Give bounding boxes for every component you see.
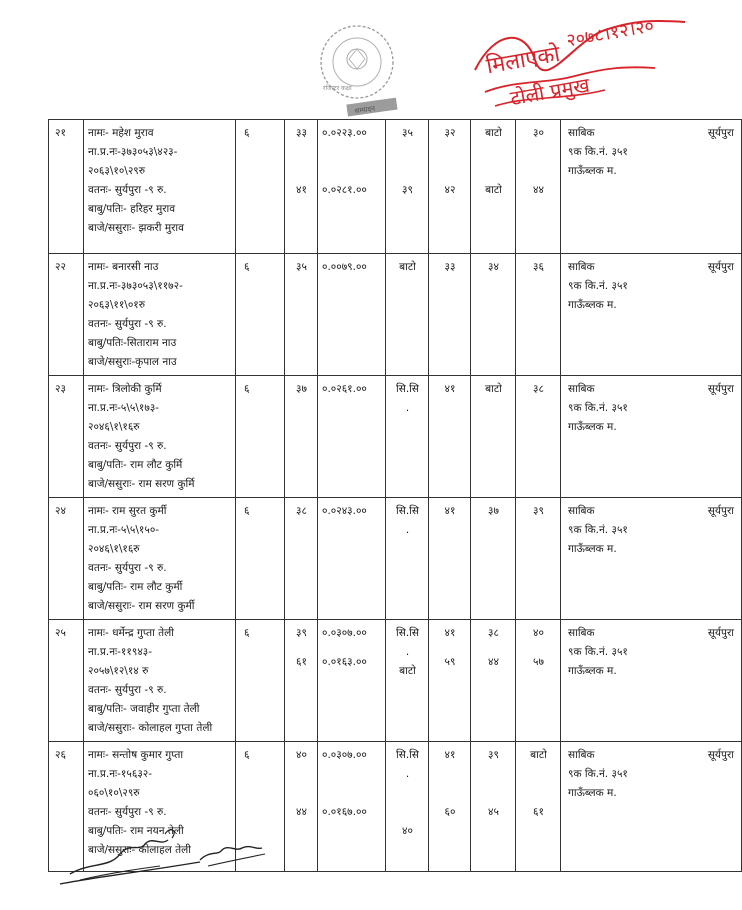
cell-spacer (475, 143, 512, 162)
cell-spacer (520, 162, 557, 181)
cell-spacer (322, 143, 382, 162)
seal-text-1: रजिस्टर कक्षा (323, 85, 352, 92)
cell-value: ६० (444, 806, 456, 818)
table-row (49, 254, 742, 376)
cell-value: ३३ (444, 261, 456, 273)
remark-line-1 (568, 502, 738, 521)
cell-value: बाटो (485, 383, 502, 395)
cell-spacer (433, 765, 467, 784)
south-boundary-cell (516, 620, 561, 742)
serial-number-cell: २५ (49, 620, 84, 742)
cell-spacer (475, 643, 512, 653)
cell-value: सि.सि (396, 505, 419, 517)
cell-value: ३७ (296, 383, 307, 395)
ward-cell: ६ (236, 254, 285, 376)
cell-spacer (289, 784, 314, 803)
cell-value: ४१ (444, 627, 456, 639)
owner-detail-line: ना.प्र.नः-३७३०५३\४२३- (88, 146, 178, 158)
plot-number-cell (285, 620, 318, 742)
plot-number-cell (285, 376, 318, 498)
cell-value: ०.०२८१.०० (322, 184, 367, 196)
cell-value: . (405, 768, 410, 780)
remark-line-1 (568, 380, 738, 399)
plot-number-cell (285, 742, 318, 872)
cell-spacer (520, 784, 557, 803)
remark-line: ९क कि.नं. ३५१ (568, 646, 628, 658)
area-cell (318, 254, 386, 376)
cell-value: ०.००७९.०० (322, 261, 367, 273)
cell-spacer (289, 643, 314, 653)
remark-line-1 (568, 746, 738, 765)
remark-line: गाऊँब्लक म. (568, 665, 617, 677)
remark-line: ९क कि.नं. ३५१ (568, 524, 628, 536)
west-boundary-cell (429, 742, 471, 872)
cell-value: . (405, 402, 410, 414)
north-boundary-cell (471, 254, 516, 376)
south-boundary-cell (516, 254, 561, 376)
cell-value: ४१ (444, 749, 456, 761)
remarks-cell (561, 742, 742, 872)
cell-value: ४५ (488, 806, 499, 818)
west-boundary-cell (429, 254, 471, 376)
owner-detail-line: बाजे/ससुराः- कोलाहल गुप्ता तेली (88, 722, 213, 734)
cell-spacer (520, 143, 557, 162)
owner-detail-line: वतनः- सुर्यपुरा -९ रु. (88, 440, 167, 452)
cell-spacer (390, 784, 425, 803)
cell-value: ३८ (533, 383, 544, 395)
ward-cell: ६ (236, 498, 285, 620)
remark-word: साबिक (568, 383, 595, 395)
table-row (49, 120, 742, 254)
cell-value: ०.०२६१.०० (322, 383, 367, 395)
remark-word: सूर्यपुरा (707, 505, 734, 517)
cell-value: ३७ (488, 505, 499, 517)
cell-value: सि.सि (396, 383, 419, 395)
owner-details-cell (84, 254, 236, 376)
owner-details-cell (84, 620, 236, 742)
remark-word: साबिक (568, 261, 595, 273)
cell-value: ३३ (296, 127, 307, 139)
west-boundary-cell (429, 120, 471, 254)
cell-spacer (322, 643, 382, 653)
owner-details-cell (84, 498, 236, 620)
remark-word: सूर्यपुरा (707, 749, 734, 761)
cell-value: . (405, 646, 410, 658)
west-boundary-cell (429, 620, 471, 742)
owner-detail-line: नामः- राम सुरत कुर्मी (88, 505, 167, 517)
remark-line-1 (568, 258, 738, 277)
north-boundary-cell (471, 498, 516, 620)
cell-value: ४० (296, 749, 307, 761)
table-row (49, 376, 742, 498)
ward-cell: ६ (236, 620, 285, 742)
owner-detail-line: बाबु/पतिः- राम लौट कुर्मि (88, 459, 183, 471)
cell-value: ३५ (296, 261, 307, 273)
ward-cell: ६ (236, 742, 285, 872)
cell-value: ३९ (402, 184, 413, 196)
cell-value: ६१ (296, 656, 307, 668)
owner-detail-line: २०६३\१०\२९रु (88, 165, 146, 177)
sig-line-3: टोली प्रमुख (508, 72, 592, 111)
cell-value: ०.०१६७.०० (322, 806, 367, 818)
remarks-cell (561, 254, 742, 376)
sig-line-2: २०७८।१२।२० (564, 15, 656, 52)
remark-word: साबिक (568, 127, 595, 139)
west-boundary-cell (429, 376, 471, 498)
remarks-cell (561, 620, 742, 742)
south-boundary-cell (516, 376, 561, 498)
cell-spacer (322, 765, 382, 784)
cell-value: ५९ (444, 656, 456, 668)
remark-line-1 (568, 124, 738, 143)
cell-spacer (390, 162, 425, 181)
remark-line: गाऊँब्लक म. (568, 299, 617, 311)
cell-value: बाटो (530, 749, 547, 761)
cell-spacer (433, 143, 467, 162)
owner-details-cell (84, 120, 236, 254)
remarks-cell (561, 120, 742, 254)
north-boundary-cell (471, 120, 516, 254)
remark-line: गाऊँब्लक म. (568, 165, 617, 177)
serial-number-cell: २४ (49, 498, 84, 620)
cell-value: ४४ (296, 806, 307, 818)
cell-value: ४० (402, 825, 413, 837)
remark-line-1 (568, 624, 738, 643)
remark-line: गाऊँब्लक म. (568, 421, 617, 433)
owner-detail-line: नामः- धर्मेन्द्र गुप्ता तेली (88, 627, 174, 639)
cell-spacer (433, 643, 467, 653)
remark-line: ९क कि.नं. ३५१ (568, 146, 628, 158)
owner-detail-line: वतनः- सुर्यपुरा -९ रु. (88, 184, 167, 196)
ward-cell: ६ (236, 376, 285, 498)
cell-value: ४२ (444, 184, 456, 196)
owner-detail-line: ०६०\१०\२९रु (88, 787, 140, 799)
cell-spacer (289, 143, 314, 162)
owner-details-cell (84, 376, 236, 498)
cell-value: ३९ (488, 749, 499, 761)
owner-detail-line: वतनः- सुर्यपुरा -९ रु. (88, 562, 167, 574)
cell-value: ३४ (488, 261, 499, 273)
owner-detail-line: ना.प्र.नः-५\५\१५०- (88, 524, 160, 536)
owner-detail-line: नामः- बनारसी नाउ (88, 261, 159, 273)
remarks-cell (561, 498, 742, 620)
serial-number-cell: २३ (49, 376, 84, 498)
remark-word: साबिक (568, 749, 595, 761)
cell-value: ३६ (533, 261, 544, 273)
table-row (49, 498, 742, 620)
cell-value: ३० (533, 127, 544, 139)
cell-value: ३५ (402, 127, 413, 139)
owner-detail-line: २०६३\११\०१रु (88, 299, 146, 311)
owner-detail-line: २०४६\१\१६रु (88, 543, 140, 555)
owner-detail-line: बाजे/ससुराः- राम सरण कुर्मि (88, 478, 195, 490)
cell-spacer (390, 143, 425, 162)
cell-value: . (405, 524, 410, 536)
plot-number-cell (285, 498, 318, 620)
remark-word: साबिक (568, 627, 595, 639)
north-boundary-cell (471, 376, 516, 498)
cell-spacer (289, 765, 314, 784)
owner-detail-line: नामः- सन्तोष कुमार गुप्ता (88, 749, 184, 761)
plot-number-cell (285, 254, 318, 376)
owner-detail-line: बाबु/पतिः- हरिहर मुराव (88, 203, 176, 215)
cell-value: ४१ (296, 184, 307, 196)
cell-spacer (433, 784, 467, 803)
serial-number-cell: २२ (49, 254, 84, 376)
owner-detail-line: ना.प्र.नः-११९४३- (88, 646, 153, 658)
cell-value: ६१ (533, 806, 544, 818)
owner-detail-line: बाजे/ससुराः-कृपाल नाउ (88, 356, 177, 368)
north-boundary-cell (471, 620, 516, 742)
remark-line: ९क कि.नं. ३५१ (568, 402, 628, 414)
remark-word: सूर्यपुरा (707, 383, 734, 395)
cell-value: ५७ (533, 656, 544, 668)
cell-spacer (322, 162, 382, 181)
cell-value: बाटो (399, 261, 416, 273)
sig-line-1: मिलाएको (484, 41, 562, 80)
cell-spacer (390, 803, 425, 822)
cell-spacer (322, 784, 382, 803)
cell-value: ०.०२२३.०० (322, 127, 367, 139)
owner-detail-line: वतनः- सुर्यपुरा -९ रु. (88, 684, 167, 696)
south-boundary-cell (516, 120, 561, 254)
east-boundary-cell (386, 376, 429, 498)
owner-detail-line: नामः- त्रिलोकी कुर्मि (88, 383, 162, 395)
cell-value: ४४ (488, 656, 499, 668)
cell-value: ०.०३०७.०० (322, 749, 367, 761)
cell-value: बाटो (399, 665, 416, 677)
east-boundary-cell (386, 254, 429, 376)
area-cell (318, 742, 386, 872)
owner-detail-line: बाबु/पतिः- राम लौट कुर्मी (88, 581, 183, 593)
cell-spacer (475, 162, 512, 181)
cell-value: बाटो (485, 184, 502, 196)
cell-value: ४१ (444, 505, 456, 517)
cell-value: बाटो (485, 127, 502, 139)
east-boundary-cell (386, 620, 429, 742)
remark-line: ९क कि.नं. ३५१ (568, 768, 628, 780)
land-record-table (48, 119, 742, 872)
owner-detail-line: वतनः- सुर्यपुरा -९ रु. (88, 318, 167, 330)
east-boundary-cell (386, 120, 429, 254)
south-boundary-cell (516, 498, 561, 620)
owner-detail-line: नामः- महेश मुराव (88, 127, 154, 139)
cell-spacer (289, 162, 314, 181)
remark-word: साबिक (568, 505, 595, 517)
cell-spacer (475, 765, 512, 784)
cell-value: ४४ (533, 184, 544, 196)
cell-value: ४१ (444, 383, 456, 395)
cell-value: ३९ (533, 505, 544, 517)
cell-value: ०.०१६३.०० (322, 656, 367, 668)
east-boundary-cell (386, 742, 429, 872)
remark-line: गाऊँब्लक म. (568, 787, 617, 799)
bottom-signatures (50, 822, 280, 902)
cell-spacer (520, 765, 557, 784)
area-cell (318, 376, 386, 498)
owner-detail-line: बाबु/पतिः- राम नयन तेली (88, 825, 184, 837)
office-seal-stamp (305, 14, 420, 122)
verification-signature (455, 10, 695, 110)
remark-line: गाऊँब्लक म. (568, 543, 617, 555)
ward-cell: ६ (236, 120, 285, 254)
serial-number-cell: २१ (49, 120, 84, 254)
owner-detail-line: बाजे/ससुराः- झकरी मुराव (88, 222, 184, 234)
area-cell (318, 620, 386, 742)
cell-value: ३८ (488, 627, 499, 639)
owner-detail-line: बाबु/पतिः- जवाहीर गुप्ता तेली (88, 703, 200, 715)
remark-line: ९क कि.नं. ३५१ (568, 280, 628, 292)
cell-value: ०.०२४३.०० (322, 505, 367, 517)
cell-spacer (433, 162, 467, 181)
west-boundary-cell (429, 498, 471, 620)
cell-spacer (475, 784, 512, 803)
owner-detail-line: बाबु/पतिः-सिताराम नाउ (88, 337, 177, 349)
owner-detail-line: २०४६\१\१६रु (88, 421, 140, 433)
serial-number-cell: २६ (49, 742, 84, 872)
cell-value: ३२ (444, 127, 456, 139)
east-boundary-cell (386, 498, 429, 620)
owner-detail-line: बाजे/ससुराः- कोलाहल तेली (88, 844, 191, 856)
remark-word: सूर्यपुरा (707, 627, 734, 639)
remark-word: सूर्यपुरा (707, 261, 734, 273)
cell-spacer (520, 643, 557, 653)
owner-detail-line: बाजे/ससुराः- राम सरण कुर्मी (88, 600, 195, 612)
remarks-cell (561, 376, 742, 498)
north-boundary-cell (471, 742, 516, 872)
owner-detail-line: ना.प्र.नः-५\५\१७३- (88, 402, 160, 414)
area-cell (318, 120, 386, 254)
owner-detail-line: ना.प्र.नः-१५६३२- (88, 768, 153, 780)
cell-value: ४० (533, 627, 544, 639)
area-cell (318, 498, 386, 620)
south-boundary-cell (516, 742, 561, 872)
cell-value: सि.सि (396, 749, 419, 761)
cell-value: सि.सि (396, 627, 419, 639)
owner-detail-line: २०५७\१२\१४ रु (88, 665, 149, 677)
owner-detail-line: वतनः- सुर्यपुरा -९ रु. (88, 806, 167, 818)
plot-number-cell (285, 120, 318, 254)
owner-detail-line: ना.प्र.नः-३७३०५३\११७२- (88, 280, 183, 292)
cell-value: ३९ (296, 627, 307, 639)
remark-word: सूर्यपुरा (707, 127, 734, 139)
cell-value: ३८ (296, 505, 307, 517)
cell-value: ०.०३०७.०० (322, 627, 367, 639)
table-row (49, 620, 742, 742)
